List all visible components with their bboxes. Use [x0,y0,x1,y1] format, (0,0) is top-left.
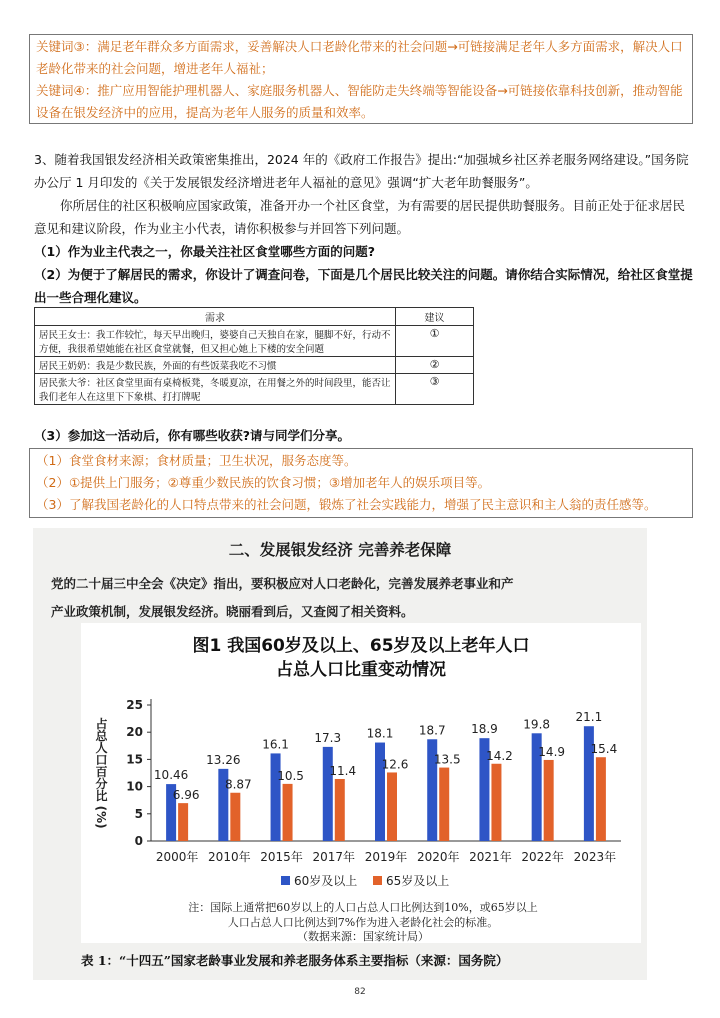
x-tick-label: 2000年 [155,850,199,864]
y-tick-label: 10 [126,779,143,794]
data-label-65-plus: 6.96 [172,788,200,803]
chart-title-line-2: 占总人口比重变动情况 [276,660,446,680]
data-label-60-plus: 13.26 [206,752,241,767]
question-3-context: 你所居住的社区积极响应国家政策，准备开办一个社区食堂，为有需要的居民提供助餐服务。目前正处于征求居民意见和建议阶段，作为业主小代表，请你积极参与并回答下列问题。 [34,198,686,236]
question-3-intro: 3、随着我国银发经济相关政策密集推出，2024 年的《政府工作报告》提出:“加强城乡社区养老服务网络建设。”国务院办公厅 1 月印发的《关于发展银发经济增进老年人福祉的意见》强调“扩大老年助餐服务”。 [34,152,689,190]
data-label-65-plus: 15.4 [590,742,618,757]
data-label-65-plus: 10.5 [277,768,304,783]
keyword-4-text: 关键词④：推广应用智能护理机器人、家庭服务机器人、智能防走失终端等智能设备→可链接依靠科技创新，推动智能设备在银发经济中的应用，提高为老年人服务的质量和效率。 [36,83,683,120]
data-label-65-plus: 11.4 [329,763,357,778]
header-suggestion: 建议 [396,308,474,326]
data-label-65-plus: 8.87 [224,777,252,792]
x-tick-label: 2017年 [312,850,356,864]
data-label-65-plus: 14.2 [486,748,513,763]
x-tick-label: 2021年 [469,850,512,864]
answer-1: （1）食堂食材来源；食材质量；卫生状况，服务态度等。 [36,453,357,468]
question-3 [34,148,694,309]
suggestion-cell: ③ [396,374,474,405]
photo-text-line-2: 产业政策机制，发展银发经济。晓丽看到后，又查阅了相关资料。 [51,604,414,619]
x-tick-label: 2015年 [260,850,303,864]
table-1-caption: 表 1：“十四五”国家老龄事业发展和养老服务体系主要指标（来源：国务院） [81,953,509,968]
table-row [35,357,474,374]
need-cell: 居民张大爷：社区食堂里面有桌椅板凳，冬暖夏凉，在用餐之外的时间段里，能否让我们老年人在这里下下象棋、打打牌呢 [35,374,396,405]
bar-65-plus [596,757,606,841]
table-header-row [35,308,474,326]
y-tick-label: 20 [126,725,143,740]
data-label-60-plus: 21.1 [575,710,603,725]
chart-note-line-1: 注：国际上通常把60岁以上的人口占总人口比例达到10%，或65岁以上 [188,901,538,914]
figure-card [81,623,641,943]
chart-note-line-2: 人口占总人口比例达到7%作为进入老龄化社会的标准。 [227,916,499,929]
bar-65-plus [439,768,449,841]
bar-65-plus [335,779,345,841]
x-tick-label: 2022年 [521,850,564,864]
keyword-3-text: 关键词③：满足老年群众多方面需求，妥善解决人口老龄化带来的社会问题→可链接满足老年人多方面需求，解决人口老龄化带来的社会问题，增进老年人福祉； [36,39,683,76]
population-chart [81,623,641,943]
need-cell: 居民王奶奶：我是少数民族，外面的有些饭菜我吃不习惯 [35,357,396,374]
data-label-60-plus: 18.9 [471,722,498,737]
data-label-60-plus: 17.3 [314,730,342,745]
bar-65-plus [230,793,240,841]
x-tick-label: 2019年 [364,850,408,864]
data-label-60-plus: 16.1 [262,737,289,752]
chart-source: （数据来源：国家统计局） [297,930,429,943]
bar-65-plus [544,760,554,841]
sub-question-2: （2）为便于了解居民的需求，你设计了调查问卷，下面是几个居民比较关注的问题。请你结合实际情况，给社区食堂提出一些合理化建议。 [34,267,693,305]
answer-3: （3）了解我国老龄化的人口特点带来的社会问题，锻炼了社会实践能力，增强了民主意识和主人翁的责任感等。 [36,497,657,512]
chart-title-line-1: 图1 我国60岁及以上、65岁及以上老年人口 [192,636,530,656]
suggestion-cell: ① [396,326,474,357]
sub-question-3: （3）参加这一活动后，你有哪些收获?请与同学们分享。 [34,428,350,443]
bar-60-plus [271,753,281,841]
bar-65-plus [491,764,501,841]
page-number: 82 [354,987,366,997]
photo-text-line-1: 党的二十届三中全会《决定》指出，要积极应对人口老龄化，完善发展养老事业和产 [51,576,514,591]
need-cell: 居民王女士：我工作较忙，每天早出晚归，婆婆自己天独自在家，腿脚不好，行动不方便，我很希望她能在社区食堂就餐，但又担心她上下楼的安全问题 [35,326,396,357]
data-label-65-plus: 14.9 [538,744,566,759]
bar-65-plus [283,784,293,841]
sub-question-1: （1）作为业主代表之一，你最关注社区食堂哪些方面的问题? [34,244,375,259]
y-tick-label: 15 [126,752,143,767]
header-need: 需求 [35,308,396,326]
legend-swatch-60-plus [281,876,290,885]
section-heading: 二、发展银发经济 完善养老保障 [228,540,452,559]
legend-label-60-plus: 60岁及以上 [294,874,358,888]
bar-65-plus [387,772,397,841]
legend-swatch-65-plus [373,876,382,885]
x-tick-label: 2020年 [416,850,460,864]
bar-65-plus [178,803,188,841]
textbook-photo [33,528,647,980]
x-tick-label: 2023年 [573,850,617,864]
y-tick-label: 0 [134,834,143,848]
legend-label-65-plus: 65岁及以上 [386,874,450,888]
data-label-65-plus: 13.5 [433,752,461,767]
data-label-60-plus: 18.1 [366,726,394,741]
x-tick-label: 2010年 [208,850,251,864]
keywords-box [29,34,693,124]
answer-2: （2）①提供上门服务；②尊重少数民族的饮食习惯；③增加老年人的娱乐项目等。 [36,475,491,490]
y-tick-label: 25 [126,698,143,712]
data-label-60-plus: 19.8 [523,717,551,732]
data-label-65-plus: 12.6 [381,757,409,772]
data-label-60-plus: 10.46 [153,768,189,783]
y-tick-label: 5 [134,806,143,821]
answers-box [29,448,693,518]
y-axis-label: 占总人口百分比 (%) [94,717,108,829]
survey-table [34,307,474,405]
bar-60-plus [323,747,333,841]
table-row [35,374,474,405]
table-row [35,326,474,357]
data-label-60-plus: 18.7 [418,723,446,738]
suggestion-cell: ② [396,357,474,374]
